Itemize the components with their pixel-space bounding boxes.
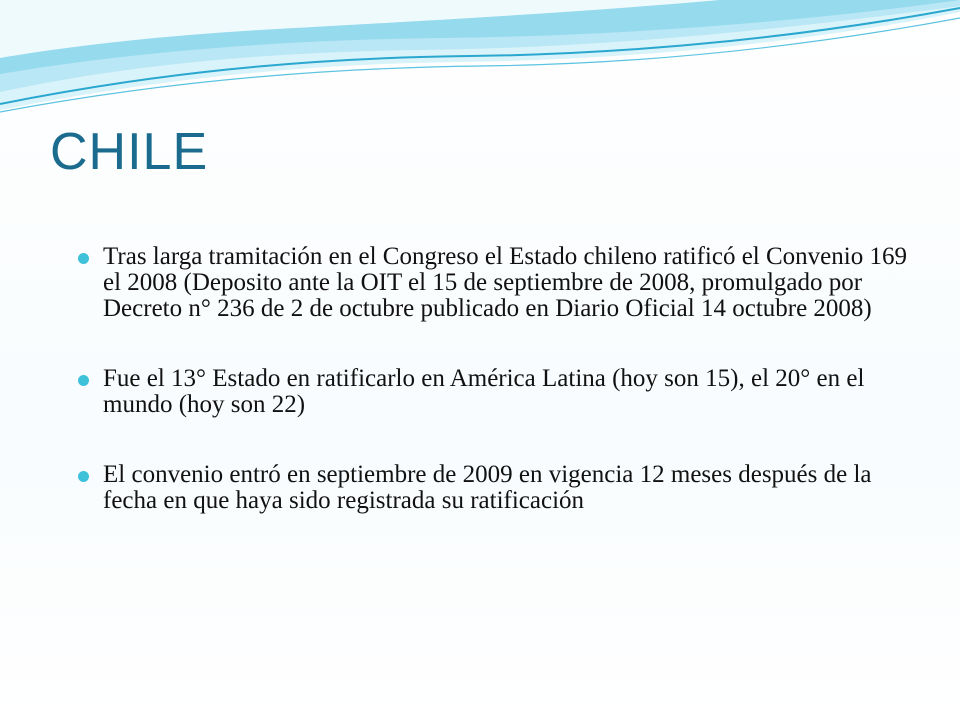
bullet-list <box>78 244 928 558</box>
bullet-dot-icon <box>78 471 89 482</box>
bullet-item <box>78 244 928 322</box>
slide-title: CHILE <box>50 123 209 181</box>
bullet-item <box>78 366 928 418</box>
bullet-text: El convenio entró en septiembre de 2009 en vigencia 12 meses después de la fecha en que haya sido registrada su ratificación <box>103 461 872 514</box>
bullet-dot-icon <box>78 375 89 386</box>
bullet-item <box>78 462 928 514</box>
bullet-dot-icon <box>78 253 89 264</box>
bullet-text: Fue el 13° Estado en ratificarlo en América Latina (hoy son 15), el 20° en el mundo (hoy son 22) <box>103 365 865 418</box>
bullet-text: Tras larga tramitación en el Congreso el Estado chileno ratificó el Convenio 169 el 2008 (Deposito ante la OIT el 15 de septiembre de 2008, promulgado por Decreto n° 236 de 2 de octubre publicado en Diario Oficial 14 octubre 2008) <box>103 243 907 322</box>
decorative-wave-header <box>0 0 960 120</box>
